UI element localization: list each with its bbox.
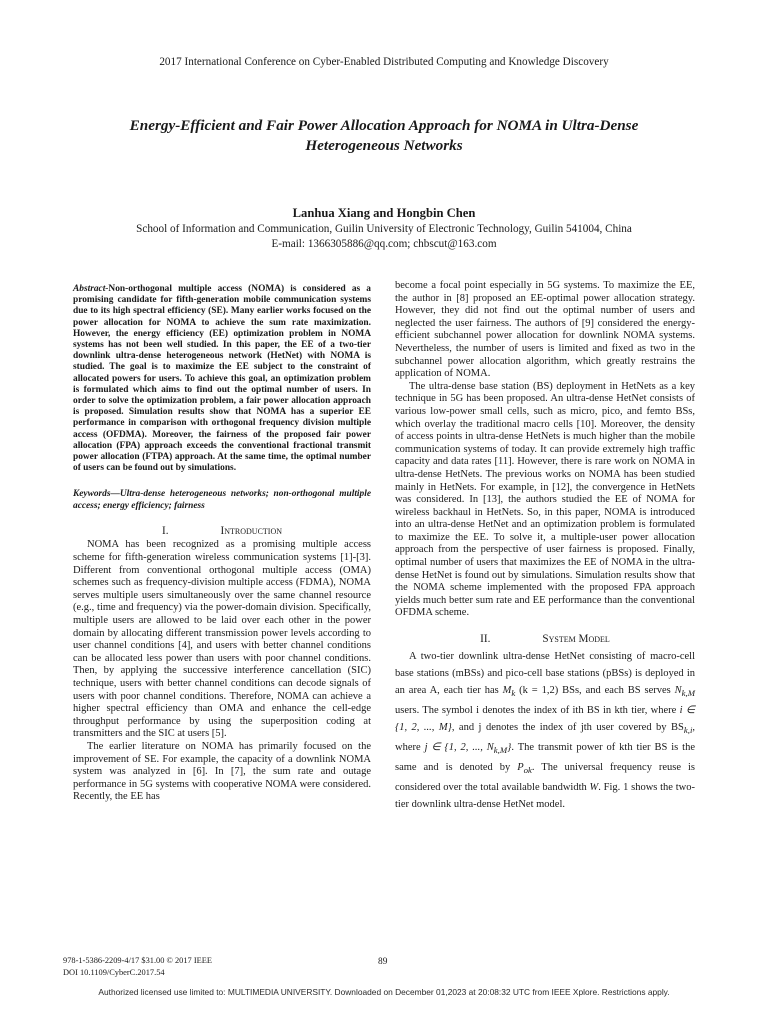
text-run: users. The symbol i denotes the index of ith BS in kth tier, where xyxy=(395,704,677,716)
math-subscript: k,i xyxy=(683,724,693,735)
affiliation-block xyxy=(0,222,768,252)
text-run: . The universal frequency reuse is considered over the total available bandwidth xyxy=(395,761,696,793)
math-symbol: i ∈ {1, 2, ..., M xyxy=(395,704,695,733)
paragraph-system-model xyxy=(395,648,695,813)
text-run: A two-tier downlink ultra-dense HetNet consisting of macro-cell base stations (mBSs) and pico-cell base stations (pBSs) is deployed in an area A, each tier has xyxy=(395,650,695,696)
math-subscript: k xyxy=(511,687,516,698)
section-heading-introduction xyxy=(73,525,371,538)
text-run: . Fig. 1 shows the two-tier downlink ultra-dense HetNet model. xyxy=(395,782,695,810)
keywords-body: Ultra-dense heterogeneous networks; non-orthogonal multiple access; energy efficiency; fairness xyxy=(73,489,371,511)
title-line-1: Energy-Efficient and Fair Power Allocation Approach for NOMA in Ultra-Dense xyxy=(129,117,639,134)
math-P xyxy=(517,762,532,773)
paragraph: The ultra-dense base station (BS) deployment in HetNets as a key technique in 5G has been proposed. An ultra-dense HetNet consists of various low-power small cells, such as micro, pico, and femto BSs, which overlay the traditional macro cells [10]. Moreover, the density of access points in ultra-dense HetNets is much higher than the mobile communication systems of today. It can provide extremely high traffic capacity and data rates [11]. However, there is rare work on NOMA in ultra-dense HetNets. The previous works on NOMA has been studied mainly in HetNets. For example, in [12], the convergence in HetNets was considered. In [13], the authors studied the EE of NOMA for wireless backhaul in HetNets. So, in this paper, NOMA is introduced into an ultra-dense HetNet and an optimization problem is formulated to maximize the EE. To solve it, a multiple-user power allocation approach from the perspective of user fairness is proposed. Finally, optimal number of users that maximizes the EE of NOMA in the ultra-dense HetNet is found out by simulations. Simulation results show that the NOMA scheme implemented with the proposed FPA approach yields much better sum rate and EE performance than the conventional OFDMA scheme. xyxy=(395,380,695,619)
paragraph: NOMA has been recognized as a promising multiple access scheme for fifth-generation wireless communication systems [1]-[3]. Different from conventional orthogonal multiple access (OMA) schemes such as frequency-division multiple access (FDMA), NOMA serves multiple users simultaneously over the same channel resource (e.g., time and frequency) via the power-domain division. Specifically, multiple users are allowed to be laid over each other in the power domain by allocating different transmission power levels according to user channel conditions [4], and users with better channel conditions can be allocated less power than users with poor channel conditions. Then, by applying the successive interference cancellation (SIC) technique, users with better channel conditions can decode signals of users with poor channel conditions. Therefore, NOMA can achieve a higher spectral efficiency than OMA and enhance the cell-edge throughput performance by using the superposition coding at transmitters and the SIC at users [5]. xyxy=(73,539,371,740)
math-subscript: k,M xyxy=(681,687,696,698)
math-symbol: P xyxy=(517,761,524,773)
math-subscript: k,M xyxy=(493,744,508,755)
math-symbol: } xyxy=(507,741,512,753)
math-W: W xyxy=(589,782,599,793)
authors: Lanhua Xiang and Hongbin Chen xyxy=(292,206,476,220)
left-column xyxy=(73,284,371,804)
footer-publication-info xyxy=(63,955,212,979)
abstract xyxy=(73,284,371,474)
math-subscript: ok xyxy=(523,765,532,775)
math-symbol: BS xyxy=(671,721,684,733)
section-title: Introduction xyxy=(220,524,283,537)
math-N xyxy=(675,685,695,696)
text-run: BSs, and each BS serves xyxy=(562,684,671,696)
math-BS xyxy=(671,722,692,733)
affiliation: School of Information and Communication, Guilin University of Electronic Technology, Guilin 541004, China xyxy=(136,223,632,235)
section-heading-system-model xyxy=(395,633,695,646)
math-symbol: M xyxy=(502,684,512,696)
keywords xyxy=(73,489,371,511)
keywords-label: Keywords— xyxy=(73,489,120,500)
section-number: I. xyxy=(161,524,169,537)
right-column xyxy=(395,280,695,813)
paragraph: become a focal point especially in 5G systems. To maximize the EE, the author in [8] proposed an EE-optimal power allocation strategy. However, they did not find out the optimal number of users and neglected the user fairness. The authors of [9] considered the energy-efficient subchannel power allocation for downlink NOMA systems. Nevertheless, the number of users is limited and fixed as two in the subchannel power allocation algorithm, which greatly restrains the application of NOMA. xyxy=(395,280,695,380)
paper-title xyxy=(0,116,768,156)
math-symbol: j ∈ {1, 2, ..., N xyxy=(424,741,494,753)
footer-doi: DOI 10.1109/CyberC.2017.54 xyxy=(63,968,165,977)
page-number: 89 xyxy=(378,957,388,967)
abstract-body: Non-orthogonal multiple access (NOMA) is considered as a promising candidate for fifth-generation mobile communication systems due to its high spectral efficiency (SE). Many earlier works focused on the power allocation for NOMA to achieve the sum rate maximization. However, the energy efficiency (EE) optimization problem in NOMA systems has not been well studied. In this paper, the EE of a two-tier downlink ultra-dense heterogeneous network (HetNet) with NOMA is studied. The goal is to maximize the EE subject to the constraint of allocated powers for users. To achieve this goal, an optimization problem is formulated which aims to find out the optimal number of users. In order to solve the optimization problem, a fair power allocation approach is proposed. Simulation results show that NOMA has a superior EE performance in comparison with orthogonal frequency division multiple access (OFDMA). Moreover, the fairness of the proposed fair power allocation (FPA) approach exceeds the conventional fractional transmit power allocation (FTPA) approach. At the same time, the optimal number of users can be found out by simulations. xyxy=(73,284,371,474)
math-set-j xyxy=(425,742,512,753)
text-run: . The transmit power of kth tier BS is the same and is denoted by xyxy=(395,741,695,773)
footer-isbn: 978-1-5386-2209-4/17 $31.00 © 2017 IEEE xyxy=(63,956,212,965)
section-title: System Model xyxy=(542,633,610,646)
abstract-label: Abstract- xyxy=(73,284,109,294)
text-run: , where xyxy=(395,721,696,753)
email: E-mail: 1366305886@qq.com; chbscut@163.com xyxy=(271,238,497,250)
title-line-2: Heterogeneous Networks xyxy=(305,137,463,154)
paragraph: The earlier literature on NOMA has primarily focused on the improvement of SE. For example, the capacity of a downlink NOMA system was analyzed in [6]. In [7], the sum rate and outage performance in 5G systems with cooperative NOMA were considered. Recently, the EE has xyxy=(73,740,371,803)
section-number: II. xyxy=(480,633,491,646)
conference-header: 2017 International Conference on Cyber-Enabled Distributed Computing and Knowledge Discovery xyxy=(159,56,609,68)
math-symbol: } xyxy=(447,721,452,733)
math-text: (k = 1,2) xyxy=(515,684,559,696)
text-run: , and j denotes the index of jth user covered by xyxy=(451,721,667,733)
license-notice: Authorized licensed use limited to: MULTIMEDIA UNIVERSITY. Downloaded on December 01,2023 at 20:08:32 UTC from IEEE Xplore. Restrictions apply. xyxy=(98,987,670,997)
math-Mk xyxy=(503,685,559,696)
math-symbol: N xyxy=(674,684,682,696)
